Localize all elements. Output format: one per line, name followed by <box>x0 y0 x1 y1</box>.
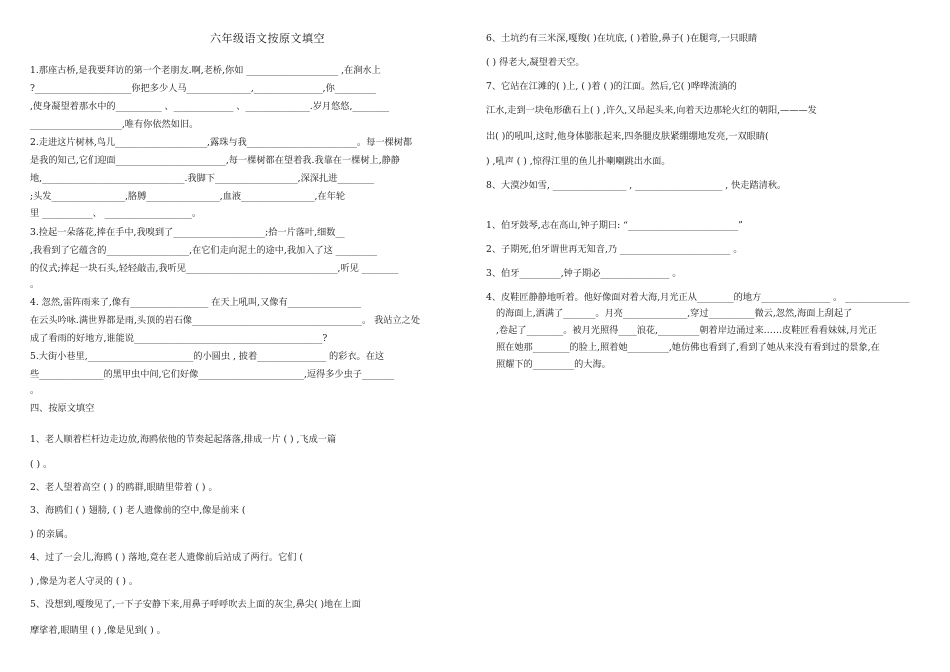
text-line: 4. 忽然,雷阵雨来了,像有_________________ 在天上吼叫,又像有________________ <box>30 297 362 308</box>
text-line: 5、没想到,嘎羧见了,一下子安静下来,用鼻子呼呼吹去上面的灰尘,鼻尖( )地在上面 <box>30 599 361 610</box>
text-line: 的海面上,洒满了_______。月亮______________,穿过__________微云,忽然,海面上刮起了 <box>496 308 853 319</box>
text-line: 1、老人顺着栏杆边走边放,海鸥依他的节奏起起落落,排成一片 ( ) ,飞成一篇 <box>30 434 337 445</box>
text-line: 些______________的黑甲虫中间,它们好像_______________________,逗得多少虫子_______ <box>30 369 395 380</box>
text-line: ,我看到了它蕴含的__________________,在它们走向泥土的途中,我加入了这 _________ <box>30 245 378 256</box>
text-line: 5.大街小巷里,_______________________的小圆虫 , 披着_______________ 的彩衣。在这 <box>30 351 385 362</box>
text-line: 的仪式;捧起一块石头,轻轻敲击,我听见_________________________________,听见 ________ <box>30 263 399 274</box>
text-line: ( ) 。 <box>30 459 53 470</box>
text-line: 3、伯牙_________,钟子期必_______________ 。 <box>486 268 682 279</box>
text-line: 在云头吟咏.满世界都是雨,头顶的岩石像_____________________________________。 我站立之处 <box>30 315 421 326</box>
text-line: 是我的知己,它们迎面________________________,每一棵树都在望着我.我靠在一棵树上,静静 <box>30 155 400 166</box>
text-line: 4、皮鞋匠静静地听着。他好像面对着大海,月光正从________的地方_______________ 。 ______________ <box>486 292 910 303</box>
text-line: ____________________,唯有你依然如旧。 <box>30 119 199 130</box>
text-line: 3.捡起一朵落花,捧在手中,我嗅到了____________________;拾一片落叶,细数__ <box>30 227 345 238</box>
text-line: ,卷起了________。被月光照得____浪花,_________朝着岸边涌过来……皮鞋匠看看妹妹,月光正 <box>496 325 877 336</box>
text-line: 3、海鸥们 ( ) 翅膀, ( ) 老人遗像前的空中,像是前来 ( <box>30 505 246 516</box>
text-line: 摩挲着,眼睛里 ( ) ,像是见到( ) 。 <box>30 625 166 636</box>
section-heading: 四、按原文填空 <box>30 403 95 414</box>
text-line: 照耀下的_________的大海。 <box>496 359 611 370</box>
text-line: ) ,像是为老人守灵的 ( ) 。 <box>30 576 139 587</box>
text-line: ;头发________________,胳膊________________,血液________________,在年轮 <box>30 191 346 202</box>
text-line: 成了看雨的好地方,谁能说_________________________________________? <box>30 333 328 344</box>
text-line: ) ,吼声 ( ) ,惊得江里的鱼儿扑喇喇跳出水面。 <box>486 156 671 167</box>
text-line: ?_____________________你把多少人马______________,_______________,你_________ <box>30 83 377 94</box>
text-line: 地,_______________________________.我脚下__________________,深深扎进________ <box>30 173 375 184</box>
text-line: ( ) 得老大,凝望着天空。 <box>486 57 585 68</box>
text-line: 出( )的吼叫,这时,他身体膨胀起来,四条腿皮肤紧绷绷地发亮,一双眼睛( <box>486 131 769 142</box>
text-line: 。 <box>30 385 40 396</box>
text-line: 里 ___________、 ___________________。 <box>30 208 202 219</box>
text-line: 1.那座古桥,是我要拜访的第一个老朋友.啊,老桥,你如 ____________________ ,在涧水上 <box>30 65 381 76</box>
text-line: 2.走进这片树林,鸟儿____________________,露珠与我________________________。每一棵树都 <box>30 137 413 148</box>
text-line: ) 的亲属。 <box>30 529 74 540</box>
text-line: 4、过了一会儿,海鸥 ( ) 落地,竟在老人遗像前后站成了两行。它们 ( <box>30 552 303 563</box>
text-line: ,使身凝望着那水中的__________ 、_____________ 、______________.岁月悠悠,________ <box>30 101 390 112</box>
text-line: 6、土坑约有三米深,嘎羧( )在坑底, ( )着脸,鼻子( )在腿弯,一只眼睛 <box>486 33 758 44</box>
text-line: 江水,走到一块龟形礁石上( ) ,许久,又昂起头来,向着天边那轮火红的朝阳,———发 <box>486 105 817 116</box>
text-line: 2、老人望着高空 ( ) 的鸥群,眼睛里带着 ( ) 。 <box>30 482 218 493</box>
text-line: 照在她那________的脸上,照着她_________,她仿佛也看到了,看到了她从来没有看到过的景象,在 <box>496 342 880 353</box>
text-line: 8、大漠沙如雪, ________________ , ___________________ , 快走踏清秋。 <box>486 180 787 191</box>
text-line: 7、它站在江滩的( )上, ( )着 ( )的江面。然后,它( )哗哗流淌的 <box>486 81 737 92</box>
page-title: 六年级语文按原文填空 <box>210 32 325 45</box>
text-line: 2、子期死,伯牙谓世再无知音,乃 ________________________ 。 <box>486 244 743 255</box>
text-line: 1、伯牙鼓琴,志在高山,钟子期曰: “________________________” <box>486 220 743 231</box>
text-line: 。 <box>30 279 40 290</box>
